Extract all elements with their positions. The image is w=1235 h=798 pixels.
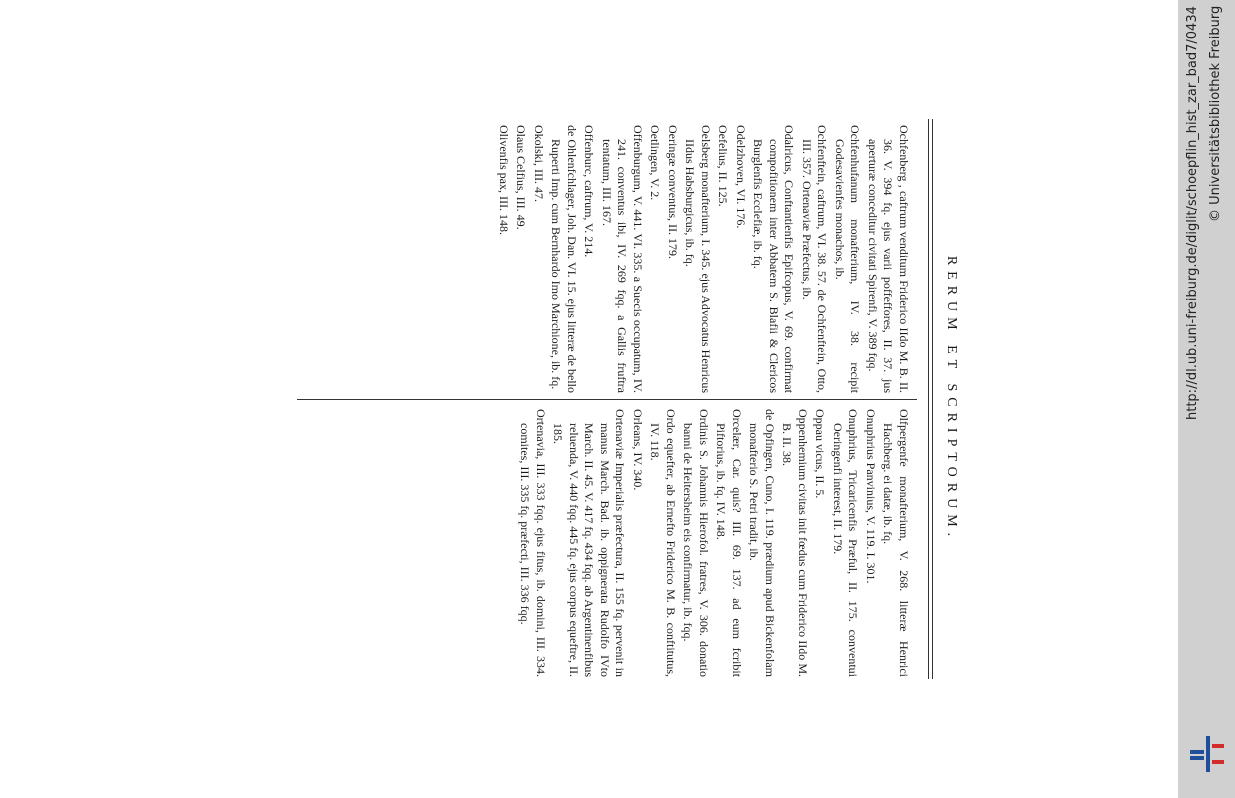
index-entry: Oelsberg monafterium, I. 345. ejus Advocatus Henricus IIdus Habsburgicus, ib. fq. xyxy=(683,125,713,393)
index-entry: Onuphrius Panvinius, V. 119. I. 301. xyxy=(864,409,878,584)
index-entry: Ochfenftein, caftrum, VI. 38. 57. de Ochfenftein, Otto, III. 357. Ortenaviæ Præfectus, ib. xyxy=(800,125,830,393)
index-column-left xyxy=(494,125,912,393)
index-entry: Okolski, III. 47. xyxy=(532,125,546,202)
index-entry: Oefelius, II. 125. xyxy=(716,125,731,207)
index-entry: Oetlingen, V. 2. xyxy=(648,125,663,201)
index-entry: de Ohlenfchlager, Joh. Dan. VI. 15. ejus litteræ de bello Ruperti Imp. cum Bernhardo Imo Marchione, ib. fq. xyxy=(549,125,579,393)
index-entry: Olfpergenfe monafterium, V. 268. litteræ Henrici Hachberg. ei datæ, ib. fq. xyxy=(881,409,911,677)
index-entry: Ortenavia, III. 333 fqq. ejus fitus, ib. domini, III. 334. comites, III. 335 fq. præfecti, III. 336 fqq. xyxy=(518,409,548,677)
index-entry: Orcelær, Car. quis? III. 69. 137. ad eum fcribit Piftorius, ib. fq. IV. 148. xyxy=(714,409,744,677)
index-entry: Olaus Celfius, III. 49. xyxy=(514,125,529,230)
source-url[interactable]: http://dl.ub.uni-freiburg.de/diglit/schoepflin_hist_zar_bad7/0434 xyxy=(1185,6,1200,420)
page-content-rotated xyxy=(209,119,969,679)
header-rule-bottom xyxy=(928,119,929,679)
library-logo-icon xyxy=(1188,734,1228,774)
index-entry: Ochfenhufanum monafterium, IV. 38. recipit Godesavienfes monachos, ib. xyxy=(833,125,863,393)
index-entry: Onuphrius, Tricaricenfis Præful, II. 175. conventui Oeringenfi interest, II. 179. xyxy=(831,409,861,677)
index-entry: Olivenfis pax, III. 148. xyxy=(497,125,511,235)
index-entry: Ordinis S. Johannis Hierofol. fratres, V. 306. donatio banni de Heitersheim eis confirmatur, ib. fqq. xyxy=(681,409,711,677)
index-entry: Offenburc, caftrum, V. 214. xyxy=(582,125,597,258)
index-entry: Oeringæ conventus, II. 179. xyxy=(666,125,680,259)
column-divider xyxy=(297,399,917,400)
index-entry: Oppau vicus, II. 5. xyxy=(813,409,828,499)
running-head: RERUM ET SCRIPTORUM. xyxy=(944,255,959,543)
index-entry: Odalricus, Conftantienfis Epifcopus, V. 69. confirmat compofitionem inter Abbatem S. Blafii & Clericos Burglenfis Ecclefiæ, ib. fq. xyxy=(751,125,797,393)
index-entry: Orleans, IV. 340. xyxy=(631,409,645,491)
index-entry: Ochfenberg , caftrum venditum Friderico IIdo M. B. II. 36. V. 394 fq. ejus varii poffeffores, II. 37. jus aperturæ conceditur civitati Spirenfi, V. 389 fqq. xyxy=(866,125,911,393)
index-entry: Ordo equefter, ab Ernefto Friderico M. B. conftitutus, IV. 118. xyxy=(648,409,678,677)
index-entry: Offenburgum, V. 441. VI. 335. a Suecis occupatum, IV. 241. conventus ibi, IV. 269 fqq. a Gallis fruftra tentatum, III. 167. xyxy=(600,125,645,393)
index-column-right xyxy=(515,409,911,677)
index-entry: Ortenaviæ Imperialis præfectura, II. 155 fq. pervenit in manus March. Bad. ib. oppignerata Rudolfo IVto March. II. 45. V. 417 fq. 434 fqq. ab Argentinenfibus reluenda, V. 440 fqq. 445 fq. ejus corpus equeftre, II. 185. xyxy=(551,409,628,677)
copyright-notice: © Universitätsbibliothek Freiburg xyxy=(1208,5,1223,222)
index-entry: Oppenhemium civitas init fœdus cum Friderico IIdo M. B. II. 38. xyxy=(780,409,810,677)
header-rule-top xyxy=(932,119,933,679)
index-entry: Odelzhoven, VI. 176. xyxy=(734,125,748,229)
index-entry: de Opfingen, Cuno, I. 119. prædium apud Bickenfolam monafterio S. Petri tradit, ib. xyxy=(747,409,777,677)
